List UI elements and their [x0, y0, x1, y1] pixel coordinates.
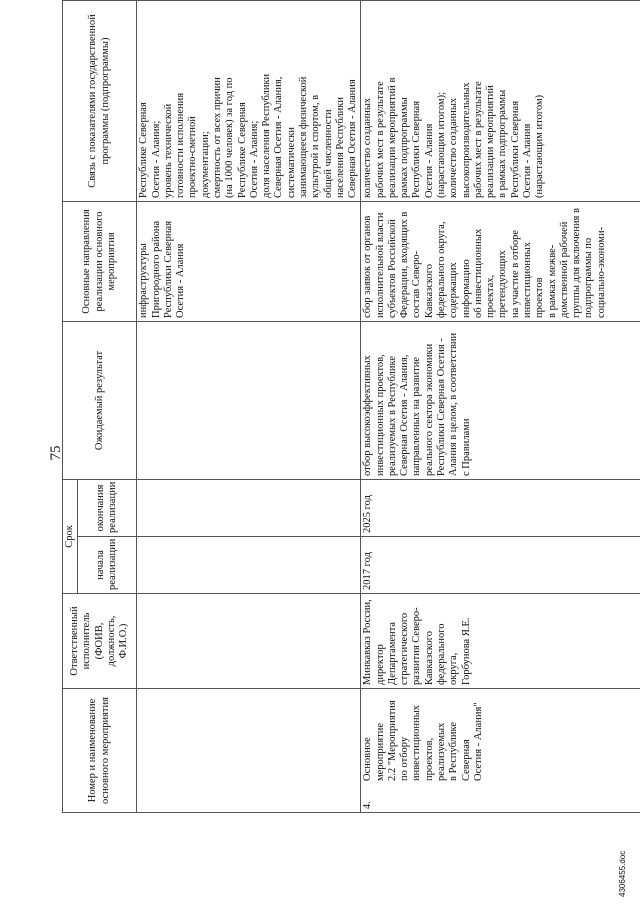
cell-end	[137, 479, 361, 536]
cell-directions: инфраструктуры Пригородного района Республики Северная Осетия - Алания	[137, 201, 361, 321]
header-start: начала реализации	[78, 537, 137, 594]
table-row-continuation	[137, 0, 361, 812]
cell-executor	[137, 594, 361, 689]
cell-result: отбор высокоэффективных инвестиционных проектов, реализуемых в Республике Северная Осетия - Алания, направленных на развитие реального сектора экономики Республики Северная Осетия - Алания в целом, в соответствии с Правилами	[361, 321, 640, 479]
cell-end: 2025 год	[361, 479, 640, 536]
cell-result	[137, 321, 361, 479]
row-number: 4.	[362, 801, 374, 809]
cell-link: количество созданных рабочих мест в результате реализации мероприятий в рамках подпрограммы Республики Северная Осетия - Алания (нарастающим итогом); количество созданных высокопроизводительных рабочих мест в результате реализации мероприятий в рамках подпрограммы Республики Северная Осетия - Алания (нарастающим итогом)	[361, 0, 640, 201]
cell-number-name	[137, 689, 361, 813]
plan-table	[62, 0, 640, 813]
table-row-4	[361, 0, 640, 812]
event-name: Основное мероприятие 2.2 "Мероприятия по отбору инвестиционных проектов, реализуемых в Республике Северная Осетия - Алания"	[362, 700, 484, 781]
cell-executor: Минкавказ России, директор Департамента стратегического развития Северо- Кавказского федерального округа, Горбунова Я.Е.	[361, 594, 640, 689]
header-directions: Основные направления реализации основного мероприятия	[63, 201, 137, 321]
document-filename: 4306455.doc	[618, 850, 627, 897]
plan-table-wrapper	[62, 0, 640, 813]
page-number: 75	[48, 445, 64, 461]
cell-start: 2017 год	[361, 537, 640, 594]
table-header	[63, 0, 137, 812]
cell-link: Республике Северная Осетия - Алания; уровень технической готовности исполнения проектно-сметной документации; смертность от всех причин (на 1000 человек) за год по Республике Северная Осетия - Алания; доля населения Республики Северная Осетия - Алания, систематически занимающееся физической культурой и спортом, в общей численности населения Республики Северная Осетия - Алания	[137, 0, 361, 201]
header-term: Срок	[63, 479, 78, 593]
cell-number-name	[361, 689, 640, 813]
header-end: окончания реализации	[78, 479, 137, 536]
cell-directions: сбор заявок от органов исполнительной власти субъектов Российской Федерации, входящих в состав Северо-Кавказского федерального округа, содержащих информацию об инвестиционных проектах, претендующих на участие в отборе инвестиционных проектов в рамках межве- домственной рабочей группы для включения в подпрограммы по социально-экономи-	[361, 201, 640, 321]
header-link: Связь с показателями государственной программы (подпрограммы)	[63, 0, 137, 201]
header-number-name: Номер и наименование основного мероприятия	[63, 689, 137, 813]
cell-start	[137, 537, 361, 594]
header-executor: Ответственный исполнитель (ФОИВ, должность, Ф.И.О.)	[63, 594, 137, 689]
header-result: Ожидаемый результат	[63, 321, 137, 479]
